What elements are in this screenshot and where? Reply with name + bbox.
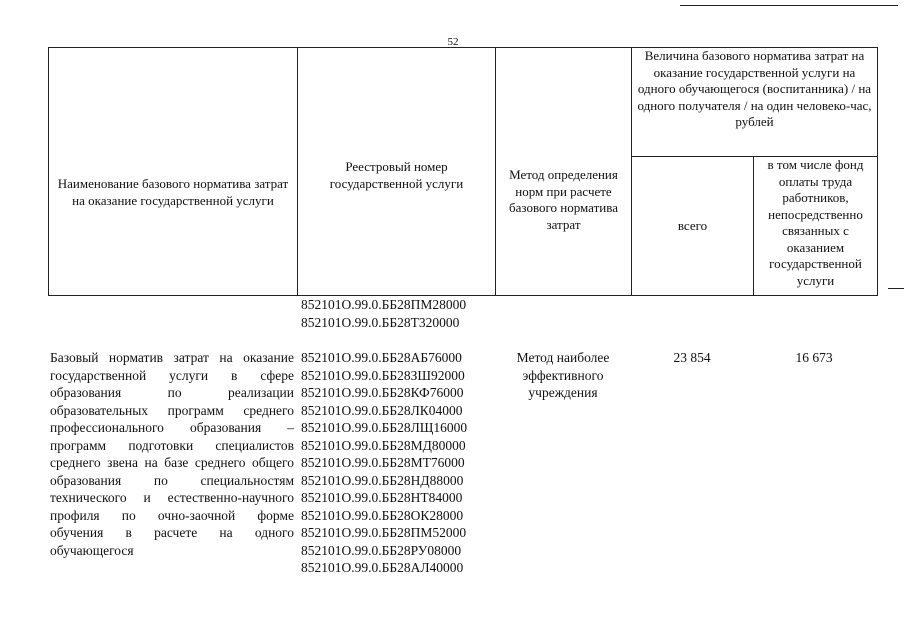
registry-code: 852101О.99.0.ББ28РУ08000 xyxy=(301,542,462,558)
row-service-name: Базовый норматив затрат на оказание государственной услуги в сфере образования по реализации образовательных программ среднего профессионального образования – программ подготовки специалистов среднего звена на базе среднего общего образования по специальностям технического и естественно-научного профиля по очно-заочной форме обучения в расчете на одного обучающегося xyxy=(50,350,294,558)
row-fund-value: 16 673 xyxy=(795,350,833,365)
registry-code: 852101О.99.0.ББ28ПМ28000 xyxy=(301,297,467,312)
registry-code: 852101О.99.0.ББ28ЛК04000 xyxy=(301,402,463,418)
header-col-method: Метод определения норм при расчете базового норматива затрат xyxy=(496,48,632,296)
row-total-value: 23 854 xyxy=(673,350,711,365)
registry-code: 852101О.99.0.ББ28АЛ40000 xyxy=(301,560,464,575)
header-col-fund: в том числе фонд оплаты труда работников, непосредственно связанных с оказанием государственной услуги xyxy=(754,157,878,296)
row-method: Метод наиболее эффективного учреждения xyxy=(516,350,610,400)
header-col-value-group: Величина базового норматива затрат на оказание государственной услуги на одного обучающегося (воспитанника) / на одного получателя / на один человеко-час, рублей xyxy=(632,48,878,157)
registry-code: 852101О.99.0.ББ28ЛЩ16000 xyxy=(301,420,468,435)
header-col-registry: Реестровый номер государственной услуги xyxy=(298,48,496,296)
table-header xyxy=(48,47,878,296)
registry-code: 852101О.99.0.ББ28ОК28000 xyxy=(301,507,464,523)
page-number: 52 xyxy=(447,36,459,48)
header-col-name: Наименование базового норматива затрат на оказание государственной услуги xyxy=(49,48,298,296)
registry-code: 852101О.99.0.ББ28МТ76000 xyxy=(301,455,465,470)
row-registry-codes xyxy=(301,349,467,577)
registry-code: 852101О.99.0.ББ28Т320000 xyxy=(301,314,460,330)
registry-code: 852101О.99.0.ББ28ПМ52000 xyxy=(301,525,467,540)
registry-code: 852101О.99.0.ББ28КФ76000 xyxy=(301,385,464,400)
registry-code: 852101О.99.0.ББ28НТ84000 xyxy=(301,490,463,505)
registry-code: 852101О.99.0.ББ28ЗШ92000 xyxy=(301,367,465,383)
continued-codes xyxy=(301,296,466,331)
top-rule-line xyxy=(680,5,898,6)
margin-mark xyxy=(888,288,904,289)
registry-code: 852101О.99.0.ББ28НД88000 xyxy=(301,472,464,488)
registry-code: 852101О.99.0.ББ28МД80000 xyxy=(301,437,466,453)
registry-code: 852101О.99.0.ББ28АБ76000 xyxy=(301,350,462,365)
header-col-total: всего xyxy=(632,157,754,296)
